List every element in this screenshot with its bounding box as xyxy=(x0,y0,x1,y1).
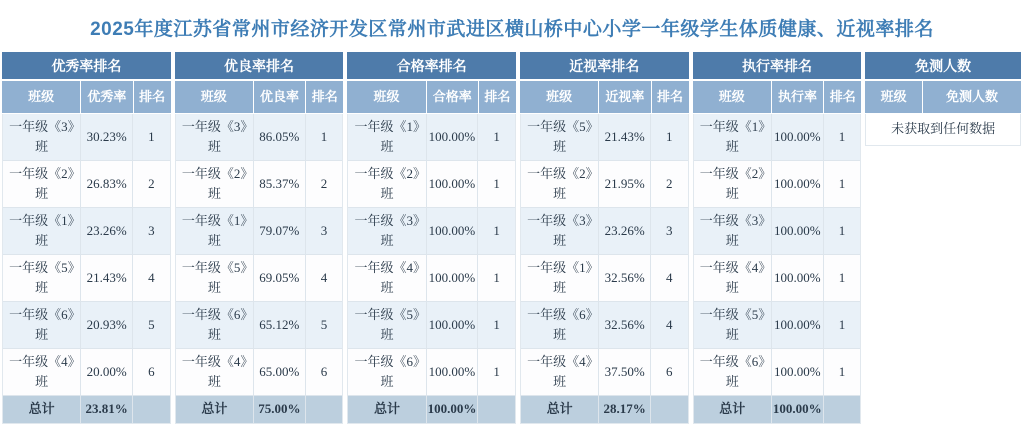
total-value: 23.81% xyxy=(81,396,133,423)
class-cell: 一年级《5》班 xyxy=(694,302,772,348)
class-cell: 一年级《4》班 xyxy=(176,349,254,395)
table-row xyxy=(176,302,343,349)
table-myopia-rate-ranking xyxy=(520,52,689,424)
column-header-rank: 排名 xyxy=(657,89,684,104)
table-header-row xyxy=(865,81,1021,113)
class-cell: 一年级《2》班 xyxy=(176,161,254,207)
rank-cell: 6 xyxy=(666,363,673,379)
table-header-row xyxy=(693,81,862,113)
table-row xyxy=(348,208,515,255)
class-cell: 一年级《1》班 xyxy=(521,255,599,301)
rank-cell: 5 xyxy=(148,316,155,332)
empty-data-row xyxy=(866,114,1020,145)
table-row xyxy=(176,255,343,302)
table-header-row xyxy=(347,81,516,113)
total-rank-empty xyxy=(651,396,688,423)
class-cell: 一年级《5》班 xyxy=(521,114,599,160)
class-cell: 一年级《1》班 xyxy=(176,208,254,254)
class-cell: 一年级《6》班 xyxy=(521,302,599,348)
column-header-rank: 排名 xyxy=(829,89,856,104)
column-header-class: 班级 xyxy=(2,81,81,113)
table-title: 近视率排名 xyxy=(520,52,689,79)
total-label: 总计 xyxy=(3,396,81,423)
class-cell: 一年级《5》班 xyxy=(3,255,81,301)
table-good-rate-ranking xyxy=(175,52,344,424)
rate-cell: 100.00% xyxy=(772,302,824,348)
rate-cell: 23.26% xyxy=(599,208,651,254)
rate-cell: 32.56% xyxy=(599,302,651,348)
rank-cell: 1 xyxy=(493,363,500,379)
rank-cell: 2 xyxy=(148,175,155,191)
rate-cell: 100.00% xyxy=(427,349,479,395)
table-row xyxy=(694,208,861,255)
rank-cell: 1 xyxy=(493,128,500,144)
rate-cell: 100.00% xyxy=(427,302,479,348)
column-header-class: 班级 xyxy=(865,81,923,113)
rate-cell: 21.43% xyxy=(599,114,651,160)
class-cell: 一年级《4》班 xyxy=(3,349,81,395)
rank-cell: 3 xyxy=(320,222,328,238)
total-rank-empty xyxy=(133,396,170,423)
table-row xyxy=(348,114,515,161)
rank-cell: 1 xyxy=(493,222,500,238)
table-row xyxy=(348,255,515,302)
rate-cell: 100.00% xyxy=(427,161,479,207)
total-value: 100.00% xyxy=(427,396,479,423)
empty-data-message: 未获取到任何数据 xyxy=(891,121,996,137)
class-cell: 一年级《1》班 xyxy=(3,208,81,254)
table-header-row xyxy=(175,81,344,113)
table-row xyxy=(3,349,170,396)
rank-cell: 3 xyxy=(148,222,155,238)
class-cell: 一年级《6》班 xyxy=(176,302,254,348)
rank-cell: 1 xyxy=(838,363,846,379)
rank-cell: 1 xyxy=(320,128,328,144)
class-cell: 一年级《4》班 xyxy=(521,349,599,395)
table-row xyxy=(3,208,170,255)
class-cell: 一年级《1》班 xyxy=(694,114,772,160)
rank-cell: 4 xyxy=(148,269,155,285)
table-footer-row xyxy=(176,396,343,423)
rate-cell: 100.00% xyxy=(772,208,824,254)
total-value: 100.00% xyxy=(772,396,824,423)
rank-cell: 2 xyxy=(666,175,673,191)
table-execution-rate-ranking xyxy=(693,52,862,424)
column-header-rate: 优良率 xyxy=(254,81,306,113)
rate-cell: 20.93% xyxy=(81,302,133,348)
column-header-rank: 排名 xyxy=(484,89,511,104)
table-row xyxy=(521,349,688,396)
table-body xyxy=(865,114,1021,146)
rank-cell: 1 xyxy=(493,175,500,191)
table-row xyxy=(3,255,170,302)
rank-cell: 1 xyxy=(148,128,155,144)
table-footer-row xyxy=(521,396,688,423)
class-cell: 一年级《2》班 xyxy=(694,161,772,207)
table-exempt-count xyxy=(865,52,1021,146)
table-title: 优良率排名 xyxy=(175,52,344,79)
table-row xyxy=(3,161,170,208)
rank-cell: 4 xyxy=(666,269,673,285)
table-row xyxy=(3,302,170,349)
rate-cell: 65.12% xyxy=(254,302,306,348)
table-body xyxy=(2,114,171,424)
table-title: 合格率排名 xyxy=(347,52,516,79)
table-row xyxy=(694,255,861,302)
page-title: 2025年度江苏省常州市经济开发区常州市武进区横山桥中心小学一年级学生体质健康、近视率排名 xyxy=(90,19,934,40)
table-body xyxy=(520,114,689,424)
rank-cell: 1 xyxy=(838,316,846,332)
rate-cell: 21.95% xyxy=(599,161,651,207)
class-cell: 一年级《3》班 xyxy=(694,208,772,254)
column-header-class: 班级 xyxy=(175,81,254,113)
table-row xyxy=(176,349,343,396)
tables-container xyxy=(0,52,1024,424)
column-header-class: 班级 xyxy=(347,81,426,113)
class-cell: 一年级《4》班 xyxy=(348,255,426,301)
class-cell: 一年级《3》班 xyxy=(176,114,254,160)
rank-cell: 4 xyxy=(320,269,328,285)
rank-cell: 1 xyxy=(838,222,846,238)
total-value: 75.00% xyxy=(254,396,306,423)
rank-cell: 1 xyxy=(666,128,673,144)
table-row xyxy=(521,208,688,255)
table-row xyxy=(521,114,688,161)
table-row xyxy=(348,302,515,349)
table-row xyxy=(176,161,343,208)
class-cell: 一年级《3》班 xyxy=(3,114,81,160)
class-cell: 一年级《3》班 xyxy=(348,208,426,254)
table-row xyxy=(694,114,861,161)
rate-cell: 100.00% xyxy=(772,114,824,160)
column-header-rank: 排名 xyxy=(311,89,338,104)
rate-cell: 21.43% xyxy=(81,255,133,301)
total-label: 总计 xyxy=(176,396,254,423)
table-body xyxy=(175,114,344,424)
rank-cell: 1 xyxy=(838,175,846,191)
table-row xyxy=(521,161,688,208)
table-footer-row xyxy=(348,396,515,423)
rate-cell: 37.50% xyxy=(599,349,651,395)
rate-cell: 30.23% xyxy=(81,114,133,160)
table-row xyxy=(348,161,515,208)
class-cell: 一年级《5》班 xyxy=(176,255,254,301)
rank-cell: 6 xyxy=(320,363,328,379)
total-label: 总计 xyxy=(521,396,599,423)
column-header-rate: 优秀率 xyxy=(81,81,133,113)
table-row xyxy=(176,114,343,161)
total-rank-empty xyxy=(824,396,861,423)
column-header-rate: 合格率 xyxy=(427,81,479,113)
rank-cell: 6 xyxy=(148,363,155,379)
table-header-row xyxy=(520,81,689,113)
column-header-rank: 排名 xyxy=(139,89,166,104)
rank-cell: 2 xyxy=(320,175,328,191)
total-value: 28.17% xyxy=(599,396,651,423)
rate-cell: 100.00% xyxy=(427,255,479,301)
rate-cell: 86.05% xyxy=(254,114,306,160)
column-header-class: 班级 xyxy=(520,81,599,113)
table-title: 免测人数 xyxy=(865,52,1021,79)
class-cell: 一年级《2》班 xyxy=(521,161,599,207)
table-row xyxy=(521,302,688,349)
table-row xyxy=(694,302,861,349)
rate-cell: 100.00% xyxy=(772,161,824,207)
rate-cell: 26.83% xyxy=(81,161,133,207)
table-footer-row xyxy=(694,396,861,423)
class-cell: 一年级《6》班 xyxy=(3,302,81,348)
class-cell: 一年级《6》班 xyxy=(694,349,772,395)
column-header-rate: 执行率 xyxy=(772,81,824,113)
table-body xyxy=(693,114,862,424)
table-row xyxy=(348,349,515,396)
rate-cell: 100.00% xyxy=(772,255,824,301)
class-cell: 一年级《3》班 xyxy=(521,208,599,254)
rank-cell: 1 xyxy=(493,269,500,285)
table-title: 执行率排名 xyxy=(693,52,862,79)
total-label: 总计 xyxy=(348,396,426,423)
table-row xyxy=(694,161,861,208)
rank-cell: 3 xyxy=(666,222,673,238)
total-label: 总计 xyxy=(694,396,772,423)
rate-cell: 100.00% xyxy=(772,349,824,395)
rank-cell: 4 xyxy=(666,316,673,332)
rate-cell: 23.26% xyxy=(81,208,133,254)
column-header-exempt-count: 免测人数 xyxy=(945,89,998,104)
class-cell: 一年级《5》班 xyxy=(348,302,426,348)
rank-cell: 1 xyxy=(838,128,846,144)
rate-cell: 69.05% xyxy=(254,255,306,301)
rate-cell: 100.00% xyxy=(427,208,479,254)
rate-cell: 100.00% xyxy=(427,114,479,160)
table-pass-rate-ranking xyxy=(347,52,516,424)
table-title: 优秀率排名 xyxy=(2,52,171,79)
rate-cell: 65.00% xyxy=(254,349,306,395)
rank-cell: 5 xyxy=(320,316,328,332)
class-cell: 一年级《2》班 xyxy=(348,161,426,207)
rate-cell: 79.07% xyxy=(254,208,306,254)
column-header-class: 班级 xyxy=(693,81,772,113)
table-body xyxy=(347,114,516,424)
table-header-row xyxy=(2,81,171,113)
rate-cell: 32.56% xyxy=(599,255,651,301)
rate-cell: 85.37% xyxy=(254,161,306,207)
table-row xyxy=(176,208,343,255)
rank-cell: 1 xyxy=(493,316,500,332)
table-row xyxy=(3,114,170,161)
table-row xyxy=(694,349,861,396)
table-row xyxy=(521,255,688,302)
rank-cell: 1 xyxy=(838,269,846,285)
class-cell: 一年级《6》班 xyxy=(348,349,426,395)
table-excellent-rate-ranking xyxy=(2,52,171,424)
class-cell: 一年级《4》班 xyxy=(694,255,772,301)
class-cell: 一年级《1》班 xyxy=(348,114,426,160)
total-rank-empty xyxy=(306,396,343,423)
column-header-rate: 近视率 xyxy=(599,81,651,113)
total-rank-empty xyxy=(478,396,515,423)
table-footer-row xyxy=(3,396,170,423)
class-cell: 一年级《2》班 xyxy=(3,161,81,207)
rate-cell: 20.00% xyxy=(81,349,133,395)
